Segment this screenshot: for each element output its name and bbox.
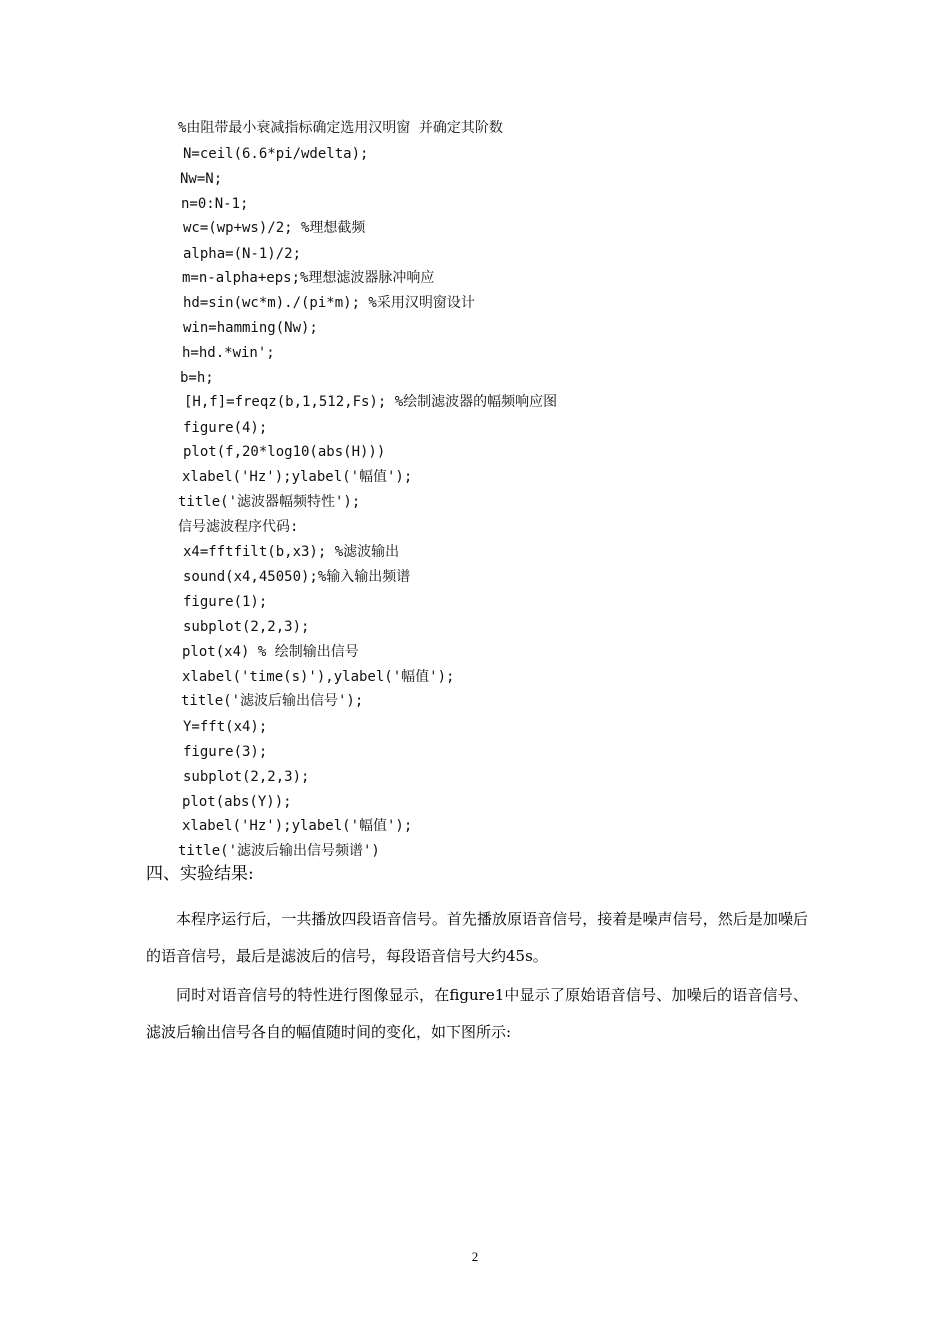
code-line: x4=fftfilt(b,x3); %滤波输出 <box>183 544 400 560</box>
code-line: figure(3); <box>183 744 268 760</box>
code-line: plot(abs(Y)); <box>182 794 292 810</box>
code-line: wc=(wp+ws)/2; %理想截频 <box>183 220 366 236</box>
code-line: xlabel('time(s)'),ylabel('幅值'); <box>182 669 455 685</box>
code-line: [H,f]=freqz(b,1,512,Fs); %绘制滤波器的幅频响应图 <box>184 394 558 410</box>
code-line: m=n-alpha+eps;%理想滤波器脉冲响应 <box>182 270 435 286</box>
paragraph: 本程序运行后，一共播放四段语音信号。首先播放原语音信号，接着是噪声信号，然后是加噪后的语音信号，最后是滤波后的信号，每段语音信号大约45s。 <box>146 910 808 965</box>
code-line: xlabel('Hz');ylabel('幅值'); <box>182 469 413 485</box>
code-line: title('滤波后输出信号'); <box>181 693 364 709</box>
code-line: hd=sin(wc*m)./(pi*m); %采用汉明窗设计 <box>183 295 475 311</box>
code-line: subplot(2,2,3); <box>183 619 310 635</box>
code-line: %由阻带最小衰减指标确定选用汉明窗 并确定其阶数 <box>178 120 503 136</box>
code-line: figure(1); <box>183 594 268 610</box>
code-line: xlabel('Hz');ylabel('幅值'); <box>182 818 413 834</box>
section-heading: 四、实验结果: <box>146 864 254 884</box>
code-line: n=0:N-1; <box>181 196 249 212</box>
code-line: sound(x4,45050);%输入输出频谱 <box>183 569 411 585</box>
code-line: plot(x4) % 绘制输出信号 <box>182 644 359 660</box>
code-line: Y=fft(x4); <box>183 719 268 735</box>
code-line: 信号滤波程序代码: <box>178 519 299 535</box>
code-line: title('滤波后输出信号频谱') <box>178 843 380 859</box>
code-line: subplot(2,2,3); <box>183 769 310 785</box>
code-line: N=ceil(6.6*pi/wdelta); <box>183 146 369 162</box>
paragraph: 同时对语音信号的特性进行图像显示，在figure1中显示了原始语音信号、加噪后的语音信号、滤波后输出信号各自的幅值随时间的变化，如下图所示: <box>146 986 808 1041</box>
code-line: Nw=N; <box>180 171 223 187</box>
code-line: figure(4); <box>183 420 268 436</box>
code-line: h=hd.*win'; <box>182 345 275 361</box>
code-line: win=hamming(Nw); <box>183 320 318 336</box>
page-number: 2 <box>471 1249 479 1264</box>
code-line: alpha=(N-1)/2; <box>183 246 302 262</box>
code-line: plot(f,20*log10(abs(H))) <box>183 444 386 460</box>
code-line: title('滤波器幅频特性'); <box>178 494 361 510</box>
code-line: b=h; <box>180 370 214 386</box>
